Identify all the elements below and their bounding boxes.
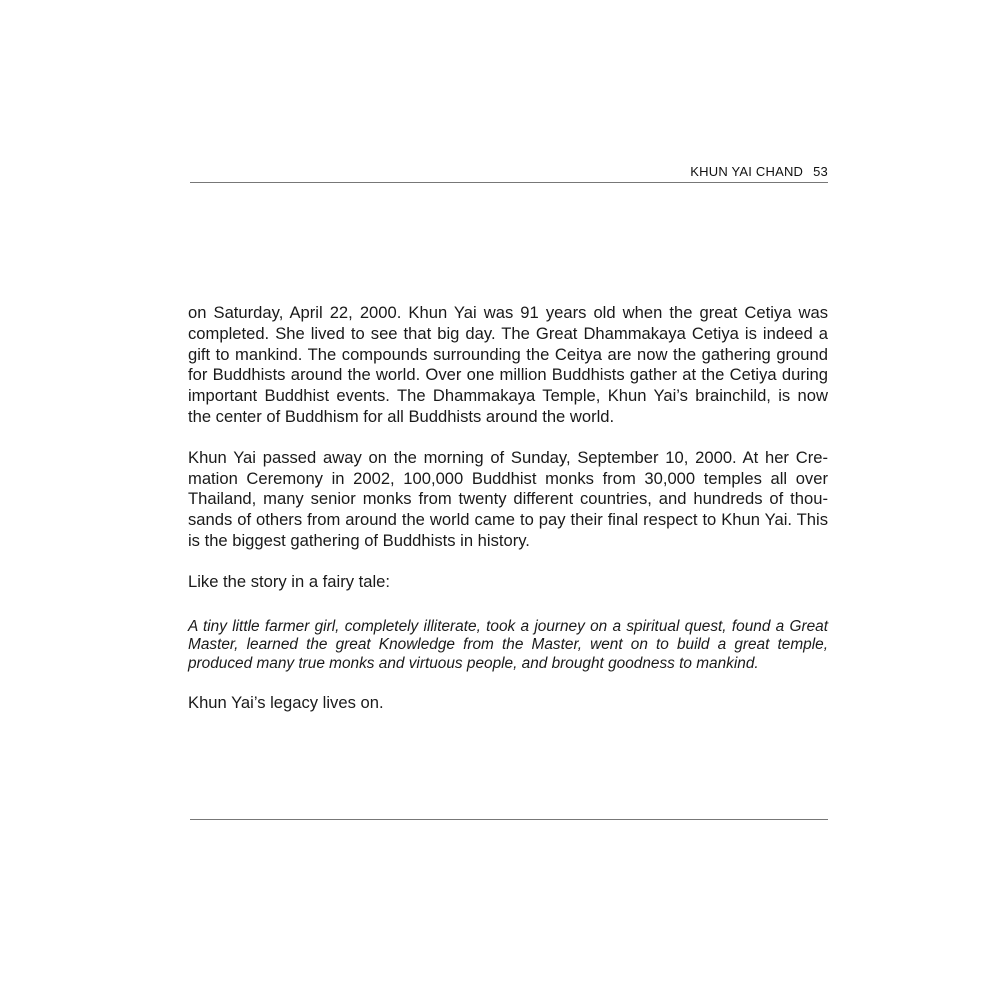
footer-rule <box>190 819 828 820</box>
header-rule <box>190 182 828 183</box>
page-number: 53 <box>813 164 828 179</box>
body-text <box>188 303 828 734</box>
paragraph-cetiya: on Saturday, April 22, 2000. Khun Yai was 91 years old when the great Cetiya was completed. She lived to see that big day. The Great Dhammakaya Cetiya is indeed a gift to mankind. The compounds surrounding the Ceitya are now the gathering ground for Buddhists around the world. Over one million Buddhists gather at the Cetiya during important Buddhist events. The Dhammakaya Temple, Khun Yai’s brainchild, is now the center of Buddhism for all Buddhists around the world. <box>188 303 828 426</box>
running-header-title: KHUN YAI CHAND <box>690 164 804 179</box>
paragraph-cremation: Khun Yai passed away on the morning of Sunday, September 10, 2000. At her Cremation Ceremony in 2002, 100,000 Buddhist monks from 30,000 temples all over Thailand, many senior monks from twenty different countries, and hundreds of thousands of others from around the world came to pay their final respect to Khun Yai. This is the biggest gathering of Buddhists in history. <box>188 447 828 550</box>
paragraph-fairy-tale-intro: Like the story in a fairy tale: <box>188 571 390 591</box>
running-header <box>190 164 828 182</box>
paragraph-fairy-tale-quote: A tiny little farmer girl, completely illiterate, took a journey on a spiritual quest, found a Great Master, learned the great Knowledge from the Master, went on to build a great temple, produced many true monks and virtuous people, and brought goodness to mankind. <box>188 617 828 672</box>
paragraph-legacy: Khun Yai’s legacy lives on. <box>188 693 384 713</box>
